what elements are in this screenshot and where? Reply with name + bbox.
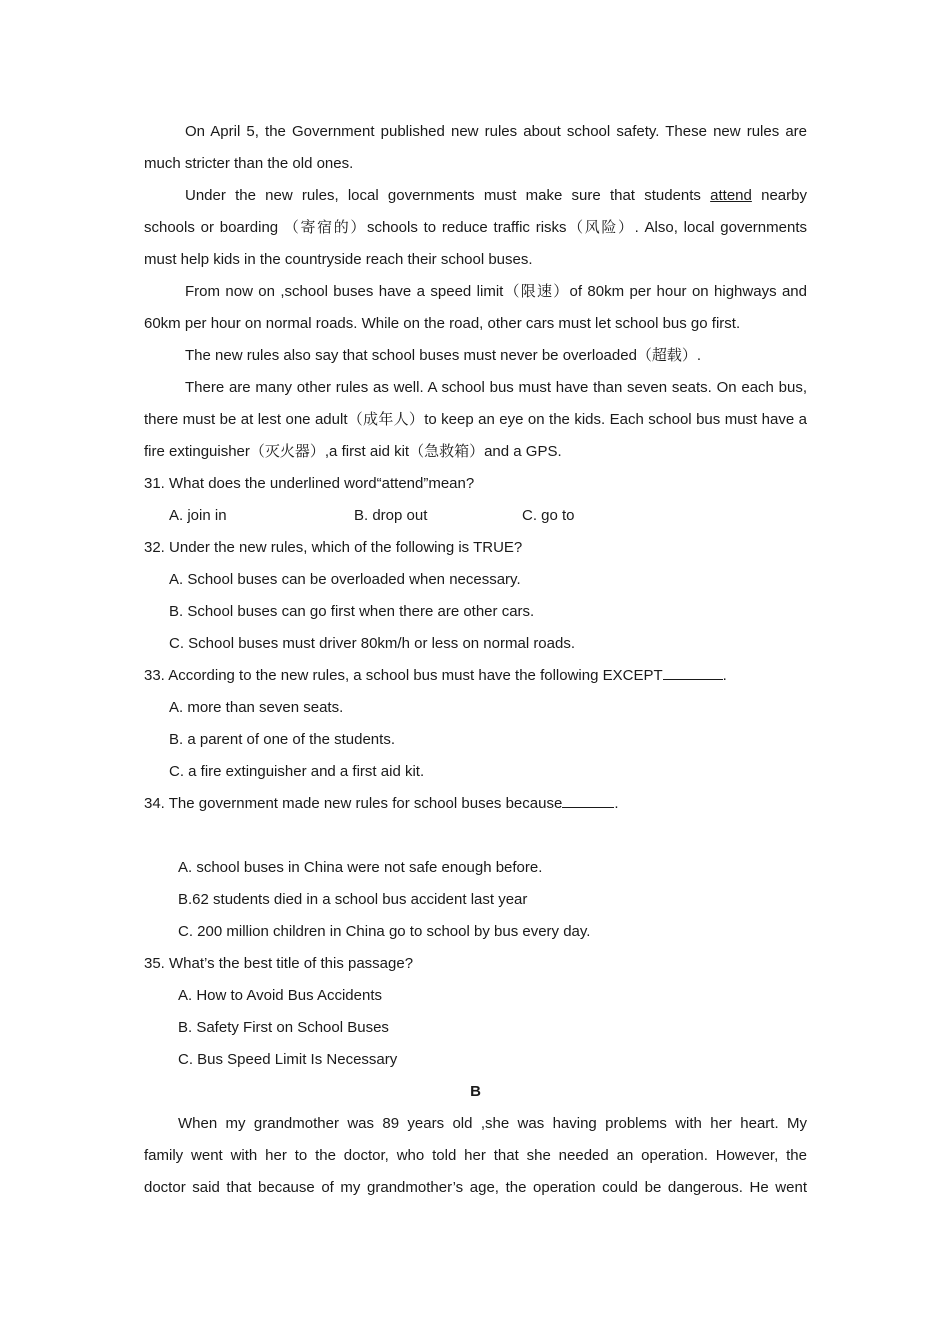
question-31-option-b: B. drop out [354, 507, 428, 524]
question-32-option-b: B. School buses can go first when there are other cars. [169, 603, 535, 620]
question-34-stem-line [144, 788, 807, 820]
underlined-word-attend: attend [710, 187, 752, 204]
paragraph-2-text-end: nearby [751, 187, 807, 204]
question-33-period: . [722, 667, 727, 684]
question-35-option-c: C. Bus Speed Limit Is Necessary [178, 1051, 398, 1068]
paragraph-2-text: Under the new rules, local governments must make sure that students [185, 187, 711, 204]
question-31-options [144, 500, 807, 532]
section-b-heading: B [470, 1083, 481, 1100]
question-33-option-b: B. a parent of one of the students. [169, 731, 395, 748]
question-31-option-a: A. join in [169, 507, 227, 524]
question-34-stem: 34. The government made new rules for school buses because [144, 795, 563, 812]
paragraph-5-line-3: fire extinguisher（灭火器）,a first aid kit（急救箱）and a GPS. [144, 443, 562, 460]
paragraph-2-line-2: schools or boarding （寄宿的）schools to reduce traffic risks（风险）. Also, local governments [144, 219, 807, 236]
empty-line [144, 820, 807, 852]
question-32-option-a: A. School buses can be overloaded when necessary. [169, 571, 521, 588]
question-35-option-a: A. How to Avoid Bus Accidents [178, 987, 383, 1004]
question-33-blank [663, 664, 723, 680]
paragraph-3-line-2: 60km per hour on normal roads. While on the road, other cars must let school bus go first. [144, 315, 741, 332]
question-34-option-a: A. school buses in China were not safe enough before. [178, 859, 543, 876]
question-32-stem: 32. Under the new rules, which of the following is TRUE? [144, 539, 523, 556]
question-33-stem: 33. According to the new rules, a school bus must have the following EXCEPT [144, 667, 663, 684]
question-33-option-a: A. more than seven seats. [169, 699, 344, 716]
question-34-period: . [614, 795, 619, 812]
question-35-option-b: B. Safety First on School Buses [178, 1019, 389, 1036]
question-31-stem: 31. What does the underlined word“attend”mean? [144, 475, 475, 492]
question-35-stem: 35. What’s the best title of this passage? [144, 955, 414, 972]
question-34-option-b: B.62 students died in a school bus accident last year [178, 891, 528, 908]
paragraph-2-line-1 [144, 180, 807, 212]
paragraph-2-line-3: must help kids in the countryside reach their school buses. [144, 251, 533, 268]
document-page [144, 116, 807, 1204]
section-b-line-1: When my grandmother was 89 years old ,she was having problems with her heart. My [178, 1115, 807, 1132]
question-33-option-c: C. a fire extinguisher and a first aid kit. [169, 763, 425, 780]
paragraph-1-line-2: much stricter than the old ones. [144, 155, 354, 172]
question-33-stem-line [144, 660, 807, 692]
section-b-line-3: doctor said that because of my grandmother’s age, the operation could be dangerous. He went [144, 1179, 807, 1196]
section-b-line-2: family went with her to the doctor, who told her that she needed an operation. However, the [144, 1147, 807, 1164]
paragraph-1-line-1: On April 5, the Government published new rules about school safety. These new rules are [185, 123, 807, 140]
question-34-blank [562, 792, 614, 808]
paragraph-4-line-1: The new rules also say that school buses must never be overloaded（超载）. [185, 347, 702, 364]
paragraph-5-line-2: there must be at lest one adult（成年人）to keep an eye on the kids. Each school bus must have a [144, 411, 807, 428]
question-34-option-c: C. 200 million children in China go to school by bus every day. [178, 923, 591, 940]
paragraph-5-line-1: There are many other rules as well. A school bus must have than seven seats. On each bus, [185, 379, 807, 396]
question-31-option-c: C. go to [522, 507, 575, 524]
paragraph-3-line-1: From now on ,school buses have a speed limit（限速）of 80km per hour on highways and [185, 283, 807, 300]
question-32-option-c: C. School buses must driver 80km/h or less on normal roads. [169, 635, 576, 652]
